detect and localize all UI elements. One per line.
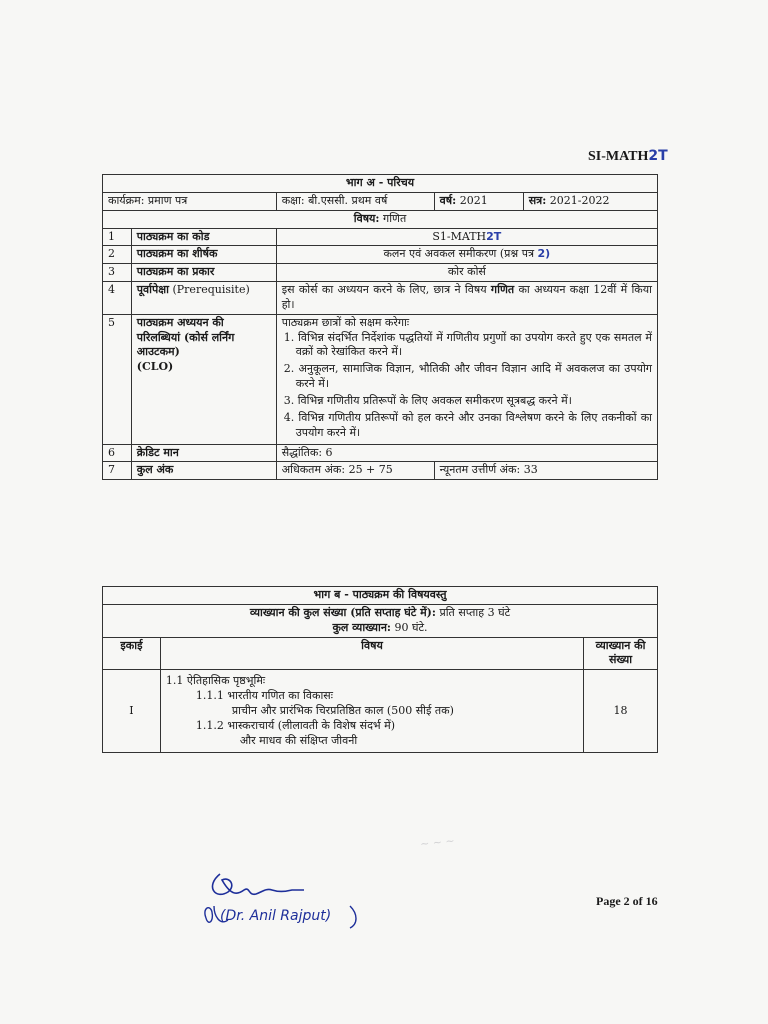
table-row xyxy=(103,264,658,282)
row-label xyxy=(131,282,276,315)
min-marks: न्यूनतम उत्तीर्ण अंक: 33 xyxy=(434,462,657,480)
prerequisite-text-a: इस कोर्स का अध्ययन करने के लिए, छात्र ने विषय xyxy=(281,283,487,297)
class-cell: कक्षा: बी.एससी. प्रथम वर्ष xyxy=(276,192,434,210)
program-cell: कार्यक्रम: प्रमाण पत्र xyxy=(103,192,277,210)
row-value xyxy=(276,314,657,444)
row-label: कुल अंक xyxy=(131,462,276,480)
course-code-handwritten: 2T xyxy=(648,148,668,164)
table-row xyxy=(103,444,658,462)
list-item: 4. विभिन्न गणितीय प्रतिरूपों को हल करने और उनका विश्लेषण करने के लिए तकनीकों का उपयोग करने में। xyxy=(283,410,652,439)
list-item: 3. विभिन्न गणितीय प्रतिरूपों के लिए अवकल समीकरण सूत्रबद्ध करने में। xyxy=(283,393,572,407)
row-number: 4 xyxy=(103,282,132,315)
row-number: 7 xyxy=(103,462,132,480)
part-a-title: भाग अ - परिचय xyxy=(103,175,658,193)
prerequisite-subject: गणित xyxy=(490,283,515,297)
unit-line: 1.1.2 भास्कराचार्य (लीलावती के विशेष संदर्भ में) xyxy=(195,718,396,732)
table-row xyxy=(103,462,658,480)
table-row xyxy=(103,314,658,444)
session-value: 2021-2022 xyxy=(549,193,610,207)
subject-cell xyxy=(103,210,658,228)
row-value xyxy=(276,246,657,264)
course-code-value: S1-MATH xyxy=(432,229,487,243)
prerequisite-label: पूर्वापेक्षा xyxy=(136,283,169,297)
prerequisite-text-c: का अध्ययन कक्षा 12वीं में किया हो। xyxy=(281,283,652,311)
row-value: कोर कोर्स xyxy=(276,264,657,282)
part-b-title: भाग ब - पाठ्यक्रम की विषयवस्तु xyxy=(103,587,658,605)
session-label: सत्र: xyxy=(528,193,547,207)
unit-header: इकाई xyxy=(103,637,161,670)
paper-number-handwritten: 2) xyxy=(537,247,551,261)
session-cell xyxy=(523,192,657,210)
row-label: पाठ्यक्रम का कोड xyxy=(131,228,276,246)
year-label: वर्ष: xyxy=(439,193,457,207)
course-title-value: कलन एवं अवकल समीकरण (प्रश्न पत्र xyxy=(383,247,535,261)
row-number: 1 xyxy=(103,228,132,246)
part-a-table xyxy=(102,174,658,480)
row-label: पाठ्यक्रम का प्रकार xyxy=(131,264,276,282)
prerequisite-label-en: (Prerequisite) xyxy=(172,283,250,297)
row-number: 2 xyxy=(103,246,132,264)
row-number: 5 xyxy=(103,314,132,444)
row-value: सैद्धांतिक: 6 xyxy=(276,444,657,462)
row-label: क्रेडिट मान xyxy=(131,444,276,462)
course-code-header xyxy=(588,148,668,165)
lectures-value: प्रति सप्ताह 3 घंटे xyxy=(439,605,511,619)
table-row xyxy=(103,670,658,753)
page-number: Page 2 of 16 xyxy=(596,894,658,908)
row-value xyxy=(276,282,657,315)
year-value: 2021 xyxy=(459,193,488,207)
row-number: 6 xyxy=(103,444,132,462)
count-header: व्याख्यान की संख्या xyxy=(584,637,658,670)
year-cell xyxy=(434,192,523,210)
total-lectures-value: 90 घंटे. xyxy=(394,620,428,634)
lectures-label: व्याख्यान की कुल संख्या (प्रति सप्ताह घंटे में): xyxy=(249,605,436,619)
part-b-table xyxy=(102,586,658,753)
signatory-name: (Dr. Anil Rajput) xyxy=(220,908,332,924)
row-value xyxy=(276,228,657,246)
max-marks: अधिकतम अंक: 25 + 75 xyxy=(276,462,434,480)
table-row xyxy=(103,282,658,315)
subject-label: विषय: xyxy=(353,211,380,225)
row-number: 3 xyxy=(103,264,132,282)
clo-label-en: (CLO) xyxy=(136,360,174,374)
unit-line: और माधव की संक्षिप्त जीवनी xyxy=(239,733,358,747)
clo-label: पाठ्यक्रम अध्ययन की परिलब्धियां (कोर्स लर्निंग आउटकम) xyxy=(136,315,235,359)
unit-number: I xyxy=(103,670,161,753)
list-item: 2. अनुकूलन, सामाजिक विज्ञान, भौतिकी और जीवन विज्ञान आदि में अवकलज का उपयोग करने में। xyxy=(283,362,652,391)
subject-value: गणित xyxy=(383,211,407,225)
clo-list xyxy=(282,331,652,441)
unit-line: प्राचीन और प्रारंभिक चिरप्रतिष्ठित काल (500 सीई तक) xyxy=(231,703,454,717)
clo-intro: पाठ्यक्रम छात्रों को सक्षम करेगाः xyxy=(281,315,410,329)
table-row xyxy=(103,246,658,264)
total-lectures-label: कुल व्याख्यान: xyxy=(332,620,391,634)
signature xyxy=(200,866,375,936)
table-row xyxy=(103,228,658,246)
course-code-prefix: SI-MATH xyxy=(588,149,649,164)
unit-content xyxy=(160,670,583,753)
unit-line: 1.1.1 भारतीय गणित का विकासः xyxy=(195,689,333,703)
row-label: पाठ्यक्रम का शीर्षक xyxy=(131,246,276,264)
course-code-handwritten: 2T xyxy=(486,229,502,243)
lectures-info xyxy=(103,604,658,637)
lecture-count: 18 xyxy=(584,670,658,753)
topic-header: विषय xyxy=(160,637,583,670)
bleed-through-marks: ~ ~ ~ xyxy=(419,834,456,851)
signature-scribble xyxy=(200,866,375,936)
unit-line: 1.1 ऐतिहासिक पृष्ठभूमिः xyxy=(165,674,266,688)
row-label xyxy=(131,314,276,444)
list-item: 1. विभिन्न संदर्भित निर्देशांक पद्धतियों में गणितीय प्रगुणों का उपयोग करते हुए एक समतल में वक्रों को रेखांकित करने में। xyxy=(283,330,652,359)
